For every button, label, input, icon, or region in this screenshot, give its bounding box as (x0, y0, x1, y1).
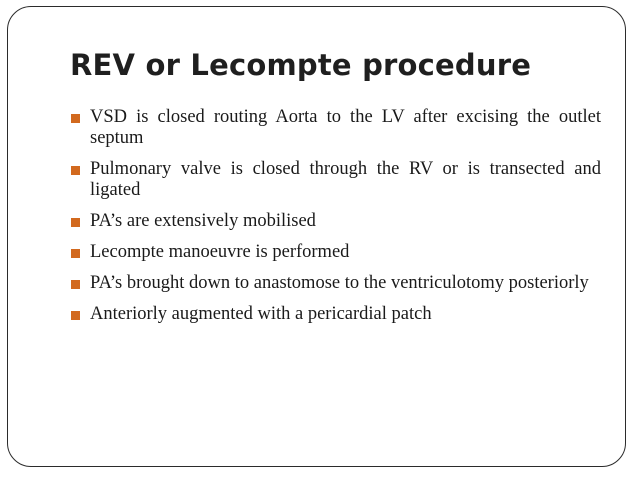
slide-title: REV or Lecompte procedure (70, 48, 532, 82)
bullet-item (71, 304, 601, 325)
bullet-text: Anteriorly augmented with a pericardial patch (90, 304, 432, 324)
bullet-item (71, 211, 601, 232)
square-bullet-icon (71, 166, 80, 175)
bullet-list (71, 107, 601, 335)
bullet-text: PA’s are extensively mobilised (90, 211, 316, 231)
bullet-item (71, 159, 601, 201)
square-bullet-icon (71, 218, 80, 227)
bullet-text: Pulmonary valve is closed through the RV or is transected and ligated (90, 159, 601, 200)
square-bullet-icon (71, 249, 80, 258)
square-bullet-icon (71, 311, 80, 320)
square-bullet-icon (71, 280, 80, 289)
bullet-text: VSD is closed routing Aorta to the LV after excising the outlet septum (90, 107, 601, 148)
bullet-text: Lecompte manoeuvre is performed (90, 242, 350, 262)
bullet-item (71, 107, 601, 149)
bullet-item (71, 242, 601, 263)
square-bullet-icon (71, 114, 80, 123)
bullet-text: PA’s brought down to anastomose to the ventriculotomy posteriorly (90, 273, 589, 293)
bullet-item (71, 273, 601, 294)
